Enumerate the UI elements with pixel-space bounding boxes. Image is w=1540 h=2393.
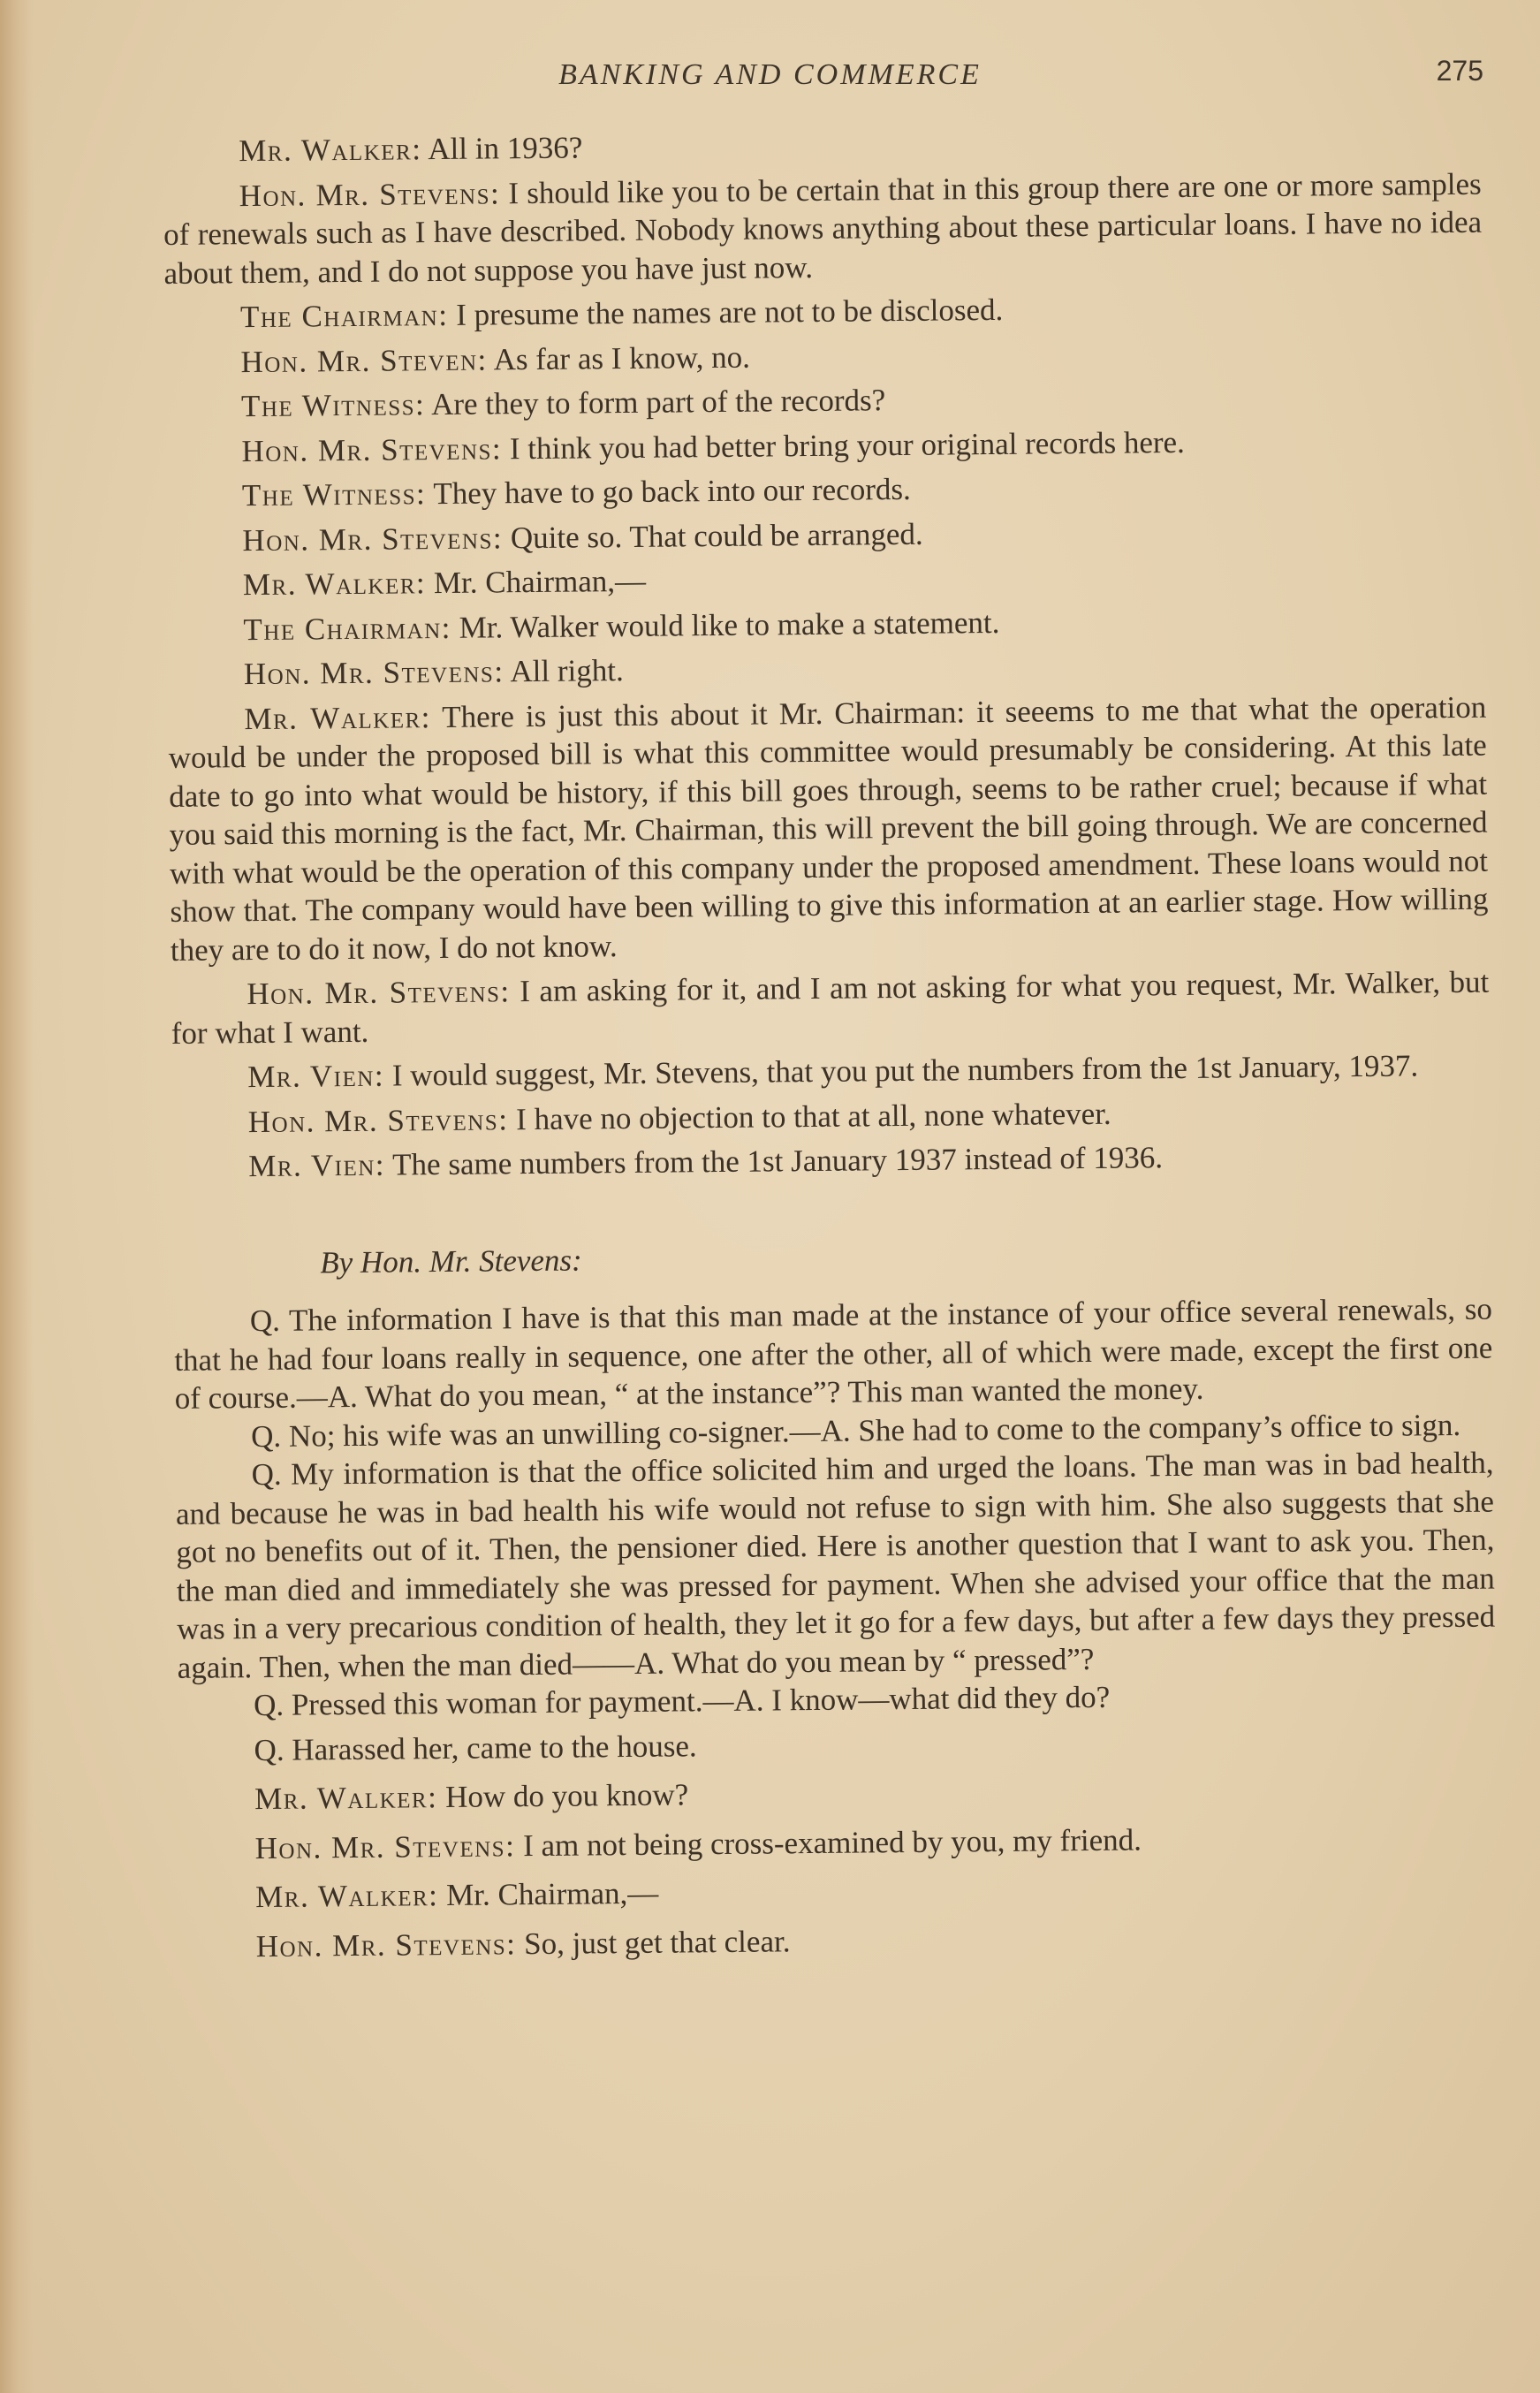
speech-text: They have to go back into our records.: [433, 471, 911, 512]
question-answer-paragraph: Q. Harassed her, came to the house.: [254, 1728, 697, 1767]
page-number: 275: [1436, 55, 1483, 87]
dialogue-paragraph: [163, 120, 1481, 171]
page-header: [0, 55, 1540, 108]
speaker-name: Hon. Mr. Stevens:: [255, 1926, 517, 1964]
speech-text: All right.: [510, 653, 624, 689]
question-answer-paragraph: Q. The information I have is that this man made at the instance of your office several renewals, so that he had four loans really in sequence, one after the other, all of which were made, except the first one of course.—A. What do you mean, “ at the instance”? This man wanted the money.: [174, 1291, 1493, 1416]
speech-text: I am asking for it, and I am not asking for what you request, Mr. Walker, but for what I want.: [171, 964, 1490, 1051]
examination-heading: By Hon. Mr. Stevens:: [320, 1242, 582, 1280]
speech-text: I am not being cross-examined by you, my friend.: [522, 1821, 1142, 1863]
dialogue-paragraph: [179, 1866, 1498, 1918]
dialogue-paragraph: [172, 1136, 1491, 1187]
dialogue-paragraph: [164, 330, 1483, 382]
speaker-name: Hon. Mr. Stevens:: [242, 520, 504, 558]
question-answer-paragraph: Q. Pressed this woman for payment.—A. I know—what did they do?: [253, 1679, 1111, 1723]
dialogue-paragraph: [167, 598, 1485, 650]
speaker-name: Hon. Mr. Steven:: [240, 341, 488, 379]
speech-text: Mr. Chairman,—: [433, 563, 647, 601]
speaker-name: Hon. Mr. Stevens:: [241, 430, 503, 468]
speaker-name: Hon. Mr. Stevens:: [247, 1101, 509, 1139]
speech-text: So, just get that clear.: [523, 1923, 791, 1961]
dialogue-paragraph: [167, 554, 1485, 605]
page-binding-shadow: [0, 0, 34, 2393]
dialogue-paragraph: [171, 963, 1490, 1052]
speech-text: Mr. Walker would like to make a statement.: [459, 604, 1000, 645]
speaker-name: Mr. Walker:: [254, 1878, 439, 1915]
speech-text: How do you know?: [444, 1777, 689, 1815]
speaker-name: Mr. Walker:: [239, 132, 422, 169]
question-answer-paragraph: Q. No; his wife was an unwilling co-signer.—A. She had to come to the company’s office to sign.: [250, 1407, 1461, 1454]
speaker-name: Hon. Mr. Stevens:: [247, 974, 511, 1012]
dialogue-paragraph: [166, 509, 1484, 560]
speaker-name: Hon. Mr. Stevens:: [254, 1827, 516, 1865]
speaker-name: Mr. Walker:: [242, 566, 427, 603]
dialogue-paragraph: [168, 643, 1486, 695]
dialogue-paragraph: [165, 420, 1483, 471]
dialogue-paragraph: [178, 1768, 1497, 1819]
speech-text: I think you had better bring your original records here.: [509, 424, 1185, 466]
speech-text: I should like you to be certain that in this group there are one or more samples of renewals such as I have described. Nobody knows anything about these particular loans. I have no idea about them, and I do not suppose you have just now.: [163, 166, 1483, 291]
dialogue-paragraph: [178, 1817, 1497, 1868]
dialogue-paragraph: [172, 1090, 1491, 1142]
speech-text: Quite so. That could be arranged.: [510, 516, 923, 555]
speaker-name: Hon. Mr. Stevens:: [243, 654, 504, 692]
speaker-name: Mr. Vien:: [247, 1058, 385, 1095]
speech-text: As far as I know, no.: [493, 339, 751, 376]
speaker-name: The Witness:: [241, 476, 427, 513]
speaker-name: The Chairman:: [239, 297, 449, 335]
dialogue-paragraph: [168, 688, 1489, 969]
dialogue-paragraph: [163, 164, 1482, 292]
speech-text: Are they to form part of the records?: [430, 383, 886, 422]
speaker-name: Mr. Vien:: [248, 1147, 386, 1184]
dialogue-paragraph: [164, 286, 1483, 338]
speech-text: Mr. Chairman,—: [445, 1875, 659, 1913]
speaker-name: Mr. Walker:: [244, 699, 432, 736]
dialogue-paragraph: [166, 465, 1484, 516]
speaker-name: Mr. Walker:: [254, 1780, 438, 1817]
dialogue-paragraph: [180, 1915, 1498, 1966]
speech-text: The same numbers from the 1st January 1937 instead of 1936.: [391, 1140, 1164, 1182]
dialogue-paragraph: [171, 1046, 1490, 1098]
page-body: [163, 120, 1498, 1972]
question-answer-paragraph: Q. My information is that the office solicited him and urged the loans. The man was in bad health, and because he was in bad health his wife would not refuse to sign with him. She also suggests that she got no benefits out of it. Then, the pensioner died. Here is another question that I want to ask you. Then, the man died and immediately she was pressed for payment. When she advised your office that the man was in a very precarious condition of health, they let it go for a few days, but after a few days they pressed again. Then, when the man died——A. What do you mean by “ pressed”?: [175, 1445, 1496, 1685]
speaker-name: Hon. Mr. Stevens:: [239, 175, 501, 213]
dialogue-paragraph: [165, 376, 1483, 427]
running-head: BANKING AND COMMERCE: [558, 58, 982, 91]
speech-text: There is just this about it Mr. Chairman: it seeems to me that what the operation would be under the proposed bill is what this committee would presumably be considering. At this late date to go into what would be history, if this bill goes through, seems to be rather cruel; because if what you said this morning is the fact, Mr. Chairman, this will prevent the bill going through. We are concerned with what would be the operation of this company under the proposed amendment. These loans would not show that. The company would have been willing to give this information at an earlier stage. How willing they are to do it now, I do not know.: [168, 689, 1489, 968]
speech-text: I would suggest, Mr. Stevens, that you put the numbers from the 1st January, 1937.: [391, 1048, 1419, 1093]
speaker-name: The Chairman:: [243, 610, 452, 647]
speech-text: All in 1936?: [428, 130, 583, 167]
speech-text: I presume the names are not to be disclosed.: [456, 292, 1004, 332]
speech-text: I have no objection to that at all, none whatever.: [515, 1096, 1111, 1136]
speaker-name: The Witness:: [240, 387, 426, 424]
